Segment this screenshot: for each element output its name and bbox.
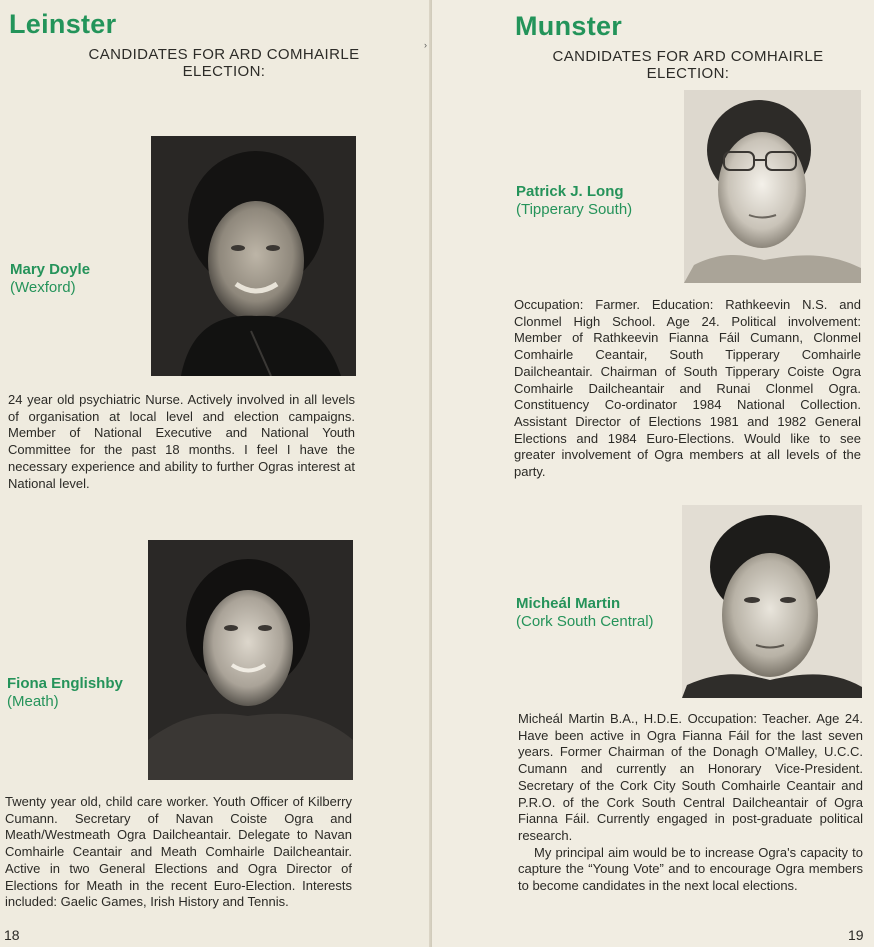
- fiona-englishby-photo: [148, 540, 353, 780]
- micheal-martin-photo: [682, 505, 862, 698]
- left-subtitle-line2: ELECTION:: [182, 63, 266, 80]
- right-subtitle-line2: ELECTION:: [646, 65, 730, 82]
- candidate-area-wexford: (Wexford): [10, 279, 76, 296]
- mary-doyle-bio: 24 year old psychiatric Nurse. Actively involved in all levels of organisation at local level and election campaigns. Member of National Executive and National Youth Committee for the past 18 months. I feel I have the necessary experience and ability to further Ogras interest at National level.: [8, 392, 355, 491]
- candidate-name-fiona-englishby: Fiona Englishby: [7, 675, 123, 692]
- candidate-name-micheal-martin: Micheál Martin: [516, 595, 621, 612]
- binding-mark: ›: [424, 40, 427, 50]
- micheal-martin-bio-para1: Micheál Martin B.A., H.D.E. Occupation: Teacher. Age 24. Have been active in Ogra Fianna Fáil for the last seven years. Former Chairman of the Donagh O'Malley, U.C.C. Cumann and currently an Honorary Vice-President. Secretary of the Cork City South Comhairle Ceantair and P.R.O. of the Cork South Central Dailcheantair of Ogra Fianna Fáil. Currently engaged in post-graduate political research.: [518, 711, 863, 843]
- right-page: [424, 0, 874, 947]
- candidate-area-cork-south-central: (Cork South Central): [516, 613, 654, 630]
- right-subtitle: [528, 48, 848, 82]
- fiona-englishby-bio: Twenty year old, child care worker. Youth Officer of Kilberry Cumann. Secretary of Navan Coiste Ogra and Meath/Westmeath Ogra Dailcheantair. Delegate to Navan Comhairle Ceantair and Meath Comhairle Dailcheantair. Active in two General Elections and Ogra Director of Elections for Meath in the recent Euro-Election. Interests included: Gaelic Games, Irish History and Tennis.: [5, 794, 352, 910]
- left-subtitle: [20, 46, 428, 80]
- candidate-area-meath: (Meath): [7, 693, 59, 710]
- page-number-right: 19: [848, 927, 864, 943]
- left-subtitle-line1: CANDIDATES FOR ARD COMHAIRLE: [88, 46, 360, 63]
- page-number-left: 18: [4, 927, 20, 943]
- candidate-area-tipperary-south: (Tipperary South): [516, 201, 633, 218]
- candidate-name-patrick-long: Patrick J. Long: [516, 183, 624, 200]
- region-title-munster: Munster: [515, 11, 623, 41]
- candidate-name-mary-doyle: Mary Doyle: [10, 261, 91, 278]
- micheal-martin-bio: [518, 711, 863, 895]
- mary-doyle-photo: [151, 136, 356, 376]
- right-subtitle-line1: CANDIDATES FOR ARD COMHAIRLE: [552, 48, 824, 65]
- region-title-leinster: Leinster: [9, 9, 117, 39]
- patrick-long-photo: [684, 90, 861, 283]
- patrick-long-bio: Occupation: Farmer. Education: Rathkeevin N.S. and Clonmel High School. Age 24. Political involvement: Member of Rathkeevin Fianna Fáil Cumann, Clonmel Comhairle Ceantair, South Tipperary Comhairle Dailcheantair. Chairman of South Tipperary Coiste Ogra Comhairle Dailcheantair and Runai Clonmel Ogra. Constituency Co-ordinator 1984 National Collection. Assistant Director of Elections 1981 and 1982 General Elections and 1984 Euro-Elections. Would like to see greater involvement of Ogra members at all levels of the party.: [514, 297, 861, 480]
- micheal-martin-bio-para2: My principal aim would be to increase Ogra's capacity to capture the “Young Vote” and to encourage Ogra members to become candidates in the next local elections.: [518, 844, 863, 894]
- left-page: [0, 0, 432, 947]
